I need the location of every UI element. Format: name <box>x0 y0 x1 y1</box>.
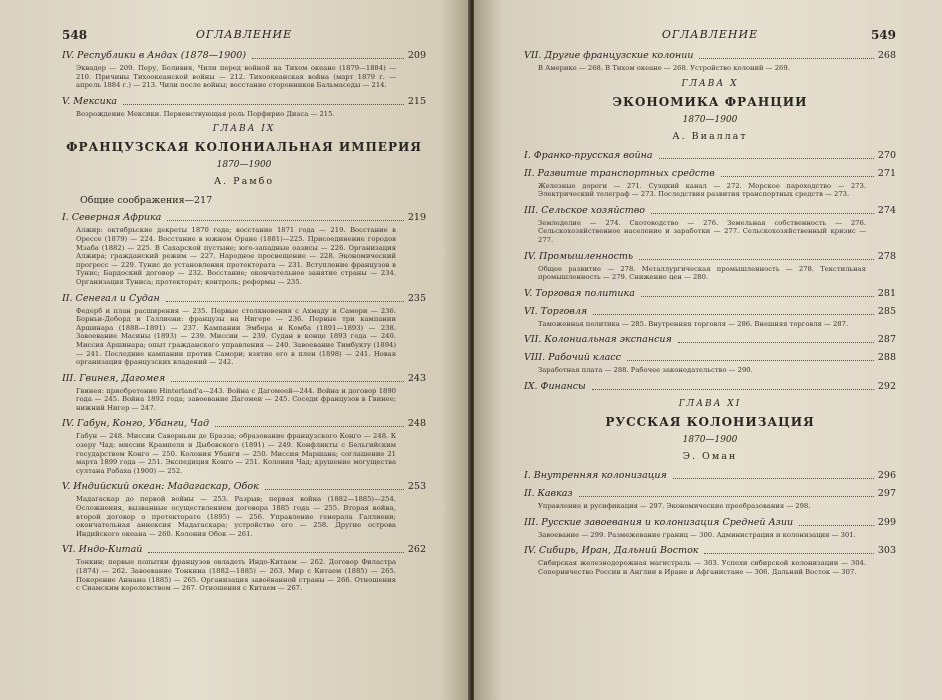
chapter-heading <box>524 79 896 142</box>
toc-entry[interactable] <box>62 212 426 286</box>
entry-description: Габун — 248. Миссии Саворньян де Бразза; образование французского Конго — 248. К озеру Чад: миссии Крампеля и Дыбовского (1891) — 249. Конфликты с Бельгийским государством Конго — 250. Колония Убанги — 250. Миссия Маршана; соглашение 21 марта 1899 года — 251. Экспедиция Конго — 251. Колония Чад; крушение могущества султана Рабаха (1900) — 252. <box>76 432 396 475</box>
toc-entry[interactable] <box>524 205 896 245</box>
chapter-title: РУССКАЯ КОЛОНИЗАЦИЯ <box>605 414 815 429</box>
entry-title: III. Сельское хозяйство <box>524 204 646 216</box>
dot-leader <box>123 104 404 105</box>
toc-entry[interactable] <box>524 334 896 346</box>
right-page <box>474 0 942 700</box>
dot-leader <box>592 389 874 390</box>
entry-description: Тонкин; первые попытки французов овладеть Индо-Китаем — 262. Договор Филастра (1874) — 262. Завоевание Тонкина (1882—1885) — 263. Мир с Китаем (1885) — 265. Покорение Аннама (1885) — 265. Организация завоёванной страны — 266. Отношения с Сиамским королевством — 267. Отношения с Китаем — 267. <box>76 558 396 593</box>
entry-page: 215 <box>407 95 426 107</box>
dot-leader <box>167 220 404 221</box>
toc-entry[interactable] <box>524 168 896 199</box>
toc-entry[interactable] <box>524 251 896 282</box>
entry-title: IX. Финансы <box>524 380 586 392</box>
toc-entry[interactable] <box>524 545 896 576</box>
dot-leader <box>651 213 874 214</box>
entry-title: V. Торговая политика <box>524 287 635 299</box>
entry-title: I. Северная Африка <box>62 212 162 224</box>
entry-title: IV. Габун, Конго, Убанги, Чад <box>62 418 210 430</box>
entry-description: Общее развитие — 278. Металлургическая промышленность — 278. Текстильная промышленность — 279. Снижение цен — 280. <box>538 264 866 282</box>
entry-page: 270 <box>877 149 896 161</box>
general-remarks[interactable]: Общие соображения—217 <box>80 195 213 207</box>
entry-page: 219 <box>407 212 426 224</box>
entry-title: IV. Сибирь, Иран, Дальний Восток <box>524 545 699 557</box>
entry-title: IV. Промышленность <box>524 250 634 262</box>
entry-page: 303 <box>877 545 896 557</box>
entry-title: VIII. Рабочий класс <box>524 352 621 364</box>
chapter-years: 1870—1900 <box>216 160 272 171</box>
entry-page: 243 <box>407 372 426 384</box>
entry-description: Гвинея: приобретение Hinterland'a—243. Война с Дагомеей—244. Война и договор 1890 года — 245. Война 1892 года; завоевание Дагомеи — 245. Соседи французов в Гвинее; нижний Нигер — 247. <box>76 386 396 412</box>
right-header-title: ОГЛАВЛЕНИЕ <box>661 28 759 41</box>
entry-page: 297 <box>877 487 896 499</box>
entry-description: Заработная плата — 288. Рабочее законодательство — 290. <box>538 366 753 375</box>
entry-page: 262 <box>407 544 426 556</box>
toc-entry[interactable] <box>524 306 896 329</box>
entry-description: Земледелие — 274. Скотоводство — 276. Земельная собственность — 276. Сельскохозяйственное население и заработки — 277. Сельскохозяйственный кризис — 277. <box>538 218 866 244</box>
entry-title: III. Гвинея, Дагомея <box>62 372 166 384</box>
left-page-number: 548 <box>62 28 88 42</box>
toc-entry[interactable] <box>524 470 896 482</box>
chapter-title: ЭКОНОМИКА ФРАНЦИИ <box>612 94 808 109</box>
entry-page: 278 <box>877 250 896 262</box>
toc-entry[interactable] <box>524 488 896 511</box>
dot-leader <box>265 489 404 490</box>
entry-title: VI. Индо-Китай <box>62 544 143 556</box>
entry-page: 288 <box>877 352 896 364</box>
entry-page: 235 <box>407 292 426 304</box>
entry-page: 285 <box>877 305 896 317</box>
chapter-label: ГЛАВА X <box>681 78 739 89</box>
entry-page: 296 <box>877 469 896 481</box>
right-page-header <box>524 28 896 50</box>
dot-leader <box>148 552 403 553</box>
entry-title: III. Русские завоевания и колонизация Средней Азии <box>524 516 794 528</box>
entry-page: 292 <box>877 380 896 392</box>
dot-leader <box>593 314 874 315</box>
entry-title: II. Кавказ <box>524 487 573 499</box>
entry-description: Эквадор — 209. Перу, Боливия, Чили перед войной на Тихом океане (1879—1884) — 210. Причины Тихоокеанской войны — 212. Тихоокеанская война (март 1879 г. — апрель 1884 г.) — 213. Чили после войны; восстание сторонников Бальмаседы — 214. <box>76 64 396 90</box>
entry-description: Возрождение Мексики. Первенствующая роль Порфирио Диаса — 215. <box>76 109 335 118</box>
dot-leader <box>659 158 874 159</box>
dot-leader <box>721 176 874 177</box>
dot-leader <box>252 58 404 59</box>
chapter-author: А. Виаллат <box>672 130 748 142</box>
dot-leader <box>215 426 404 427</box>
chapter-title: ФРАНЦУЗСКАЯ КОЛОНИАЛЬНАЯ ИМПЕРИЯ <box>66 140 422 155</box>
dot-leader <box>678 342 874 343</box>
chapter-label: ГЛАВА XI <box>678 398 742 409</box>
entry-description: В Америке — 268. В Тихом океане — 268. Устройство колоний — 269. <box>538 64 790 72</box>
toc-entry[interactable] <box>524 288 896 300</box>
dot-leader <box>627 360 874 361</box>
entry-title: VII. Колониальная экспансия <box>524 334 672 346</box>
entry-description: Управление и русификация — 297. Экономические преобразования — 298. <box>538 501 811 510</box>
toc-entry[interactable] <box>524 50 896 73</box>
entry-title: VII. Другие французские колонии <box>524 50 694 61</box>
toc-entry[interactable] <box>62 373 426 413</box>
entry-title: II. Развитие транспортных средств <box>524 167 715 179</box>
entry-page: 248 <box>407 418 426 430</box>
entry-title: VI. Торговля <box>524 305 588 317</box>
left-header-title: ОГЛАВЛЕНИЕ <box>195 28 293 41</box>
entry-page: 274 <box>877 204 896 216</box>
toc-entry[interactable] <box>62 293 426 367</box>
entry-description: Железные дороги — 271. Суэцкий канал — 272. Морское пароходство — 273. Электрический телеграф — 273. Последствия развития транспортных средств — 273. <box>538 181 866 199</box>
entry-title: V. Мексика <box>62 95 118 107</box>
dot-leader <box>579 496 874 497</box>
dot-leader <box>799 525 874 526</box>
toc-entry[interactable] <box>524 150 896 162</box>
left-page-header <box>62 28 426 50</box>
chapter-years: 1870—1900 <box>682 434 738 445</box>
entry-page: 253 <box>407 481 426 493</box>
dot-leader <box>171 381 404 382</box>
entry-title: V. Индийский океан: Мадагаскар, Обок <box>62 481 259 493</box>
entry-description: Сибирская железнодорожная магистраль — 303. Успехи сибирской колонизации — 304. Соперничество России и Англии в Иране и Афганистане — 306. Дальний Восток — 307. <box>538 559 866 576</box>
entry-title: IV. Республики в Андах (1878—1900) <box>62 50 247 61</box>
toc-entry[interactable] <box>62 50 426 90</box>
entry-page: 281 <box>877 287 896 299</box>
entry-title: II. Сенегал и Судан <box>62 292 160 304</box>
dot-leader <box>673 478 874 479</box>
dot-leader <box>639 259 874 260</box>
toc-entry[interactable] <box>524 381 896 393</box>
entry-page: 209 <box>407 50 426 61</box>
entry-description: Федерб и план расширения — 235. Первые столкновения с Ахмаду и Самори — 236. Борньи-Деборд и Галлиени: французы на Нигере — 236. Первые три кампании Аршинара (1888—1891) — 237. Кампании Эмбера и Комба (1891—1893) — 238. Завоевание Масины (1893) — 239. Миссии — 239. Судан в конце 1893 года — 240. Миссия Аршинара; опыт гражданского управления — 240. Завоевание Тимбукту (1894) — 241. Последние кампании против Самори; взятие его в плен (1898) — 241. Новая организация французских владений — 242. <box>76 306 396 367</box>
entry-description: Алжир: октябрьские декреты 1870 года; восстание 1871 года — 219. Восстание в Орессе (1879) — 224. Восстание в южном Оране (1881)—225. Присоединение городов Мзаба (1882) — 225. В Сахарской пустыне; юго-западные оазисы — 226. Организация Алжира; гражданский режим — 227. Народное просвещение — 228. Экономический прогресс — 229. Тунис до установления протектората — 231. Вступление французов в Тунис; Бардоский договор — 232. Восстание; окончательное занятие страны — 234. Организация Туниса; протекторат; контроль; реформы — 235. <box>76 226 396 286</box>
entry-page: 271 <box>877 167 896 179</box>
chapter-years: 1870—1900 <box>682 114 738 125</box>
dot-leader <box>166 301 404 302</box>
chapter-author: А. Рамбо <box>213 176 275 188</box>
entry-page: 287 <box>877 334 896 346</box>
toc-entry[interactable] <box>524 352 896 375</box>
chapter-heading <box>62 124 426 187</box>
entry-title: I. Внутренняя колонизация <box>524 469 667 481</box>
toc-entry[interactable] <box>524 517 896 540</box>
dot-leader <box>699 58 873 59</box>
chapter-heading <box>524 399 896 462</box>
chapter-author: Э. Оман <box>682 450 738 462</box>
entry-title: I. Франко-прусская война <box>524 149 653 161</box>
entry-page: 299 <box>877 516 896 528</box>
entry-page: 268 <box>877 50 896 61</box>
entry-description: Мадагаскар до первой войны — 253. Разрыв; первая война (1882—1885)—254. Осложнения, вызванные осуществлением договора 1885 года — 255. Вторая война, второй договор о протекторате (1895) — 256. Управление генерала Галлиени; окончательная аннексия Мадагаскара; устройство его — 258. Другие острова Индийского океана — 260. Колония Обок — 261. <box>76 495 396 538</box>
toc-entry[interactable] <box>62 418 426 475</box>
dot-leader <box>641 296 874 297</box>
entry-description: Таможенная политика — 285. Внутренняя торговля — 286. Внешняя торговля — 287. <box>538 319 849 328</box>
right-page-number: 549 <box>870 28 896 42</box>
toc-entry[interactable] <box>62 544 426 592</box>
left-page <box>0 0 470 700</box>
dot-leader <box>704 553 873 554</box>
chapter-label: ГЛАВА IX <box>212 124 276 135</box>
toc-entry[interactable] <box>62 96 426 119</box>
entry-description: Завоевание — 299. Размежевание границ — 300. Администрация и колонизация — 301. <box>538 530 856 539</box>
toc-entry[interactable] <box>62 481 426 538</box>
